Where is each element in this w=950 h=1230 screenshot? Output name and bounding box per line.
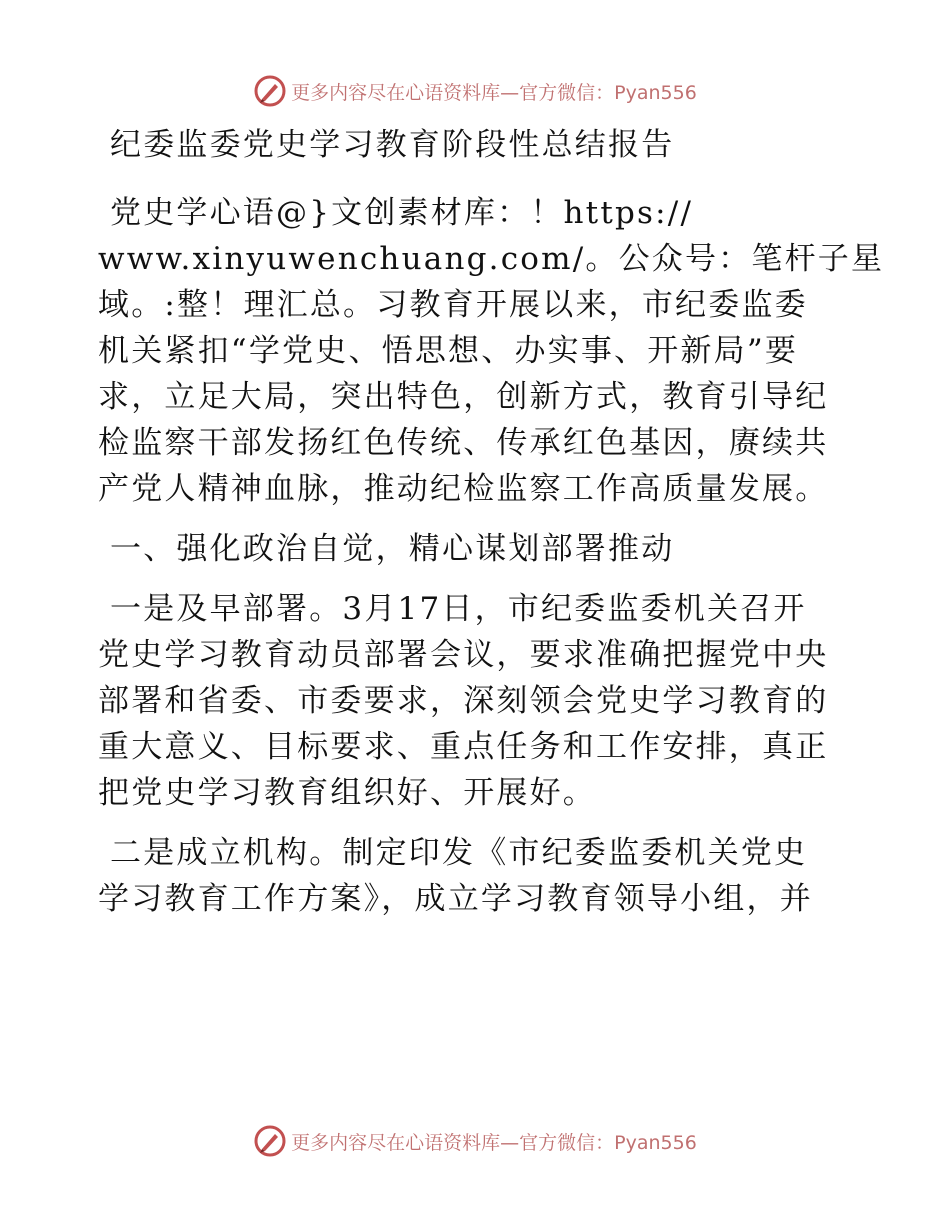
header-watermark [0,74,950,108]
text-line: 把党史学习教育组织好、开展好。 [98,775,596,811]
pen-logo-icon [253,74,287,108]
document-body [98,122,885,936]
paragraph-early-deployment [98,586,858,816]
section-heading: 一、强化政治自觉，精心谋划部署推动 [110,531,675,567]
intro-paragraph [98,190,885,512]
paragraph-establish-organization [98,830,858,922]
text-line: 产党人精神血脉，推动纪检监察工作高质量发展。 [98,471,829,507]
text-line: 检监察干部发扬红色传统、传承红色基因，赓续共 [98,425,829,461]
text-line: 域。:整！理汇总。习教育开展以来，市纪委监委 [98,287,808,323]
text-line: 机关紧扣“学党史、悟思想、办实事、开新局”要 [98,333,799,369]
text-line: www.xinyuwenchuang.com/。公众号：笔杆子星 [98,241,885,277]
text-line: 部署和省委、市委要求，深刻领会党史学习教育的 [98,683,829,719]
text-line: 党史学习教育动员部署会议，要求准确把握党中央 [98,637,829,673]
text-line: 学习教育工作方案》，成立学习教育领导小组，并 [98,881,813,917]
pen-logo-icon [253,1124,287,1158]
watermark-text: 更多内容尽在心语资料库—官方微信：Pyan556 [291,1131,697,1154]
text-line: 一是及早部署。3月17日，市纪委监委机关召开 [110,591,807,627]
text-line: 重大意义、目标要求、重点任务和工作安排，真正 [98,729,829,765]
text-line: 党史学心语@}文创素材库：！https:// [110,195,694,231]
text-line: 二是成立机构。制定印发《市纪委监委机关党史 [110,835,808,871]
document-title: 纪委监委党史学习教育阶段性总结报告 [110,127,675,163]
watermark-text: 更多内容尽在心语资料库—官方微信：Pyan556 [291,81,697,104]
text-line: 求，立足大局，突出特色，创新方式，教育引导纪 [98,379,829,415]
footer-watermark [0,1124,950,1158]
